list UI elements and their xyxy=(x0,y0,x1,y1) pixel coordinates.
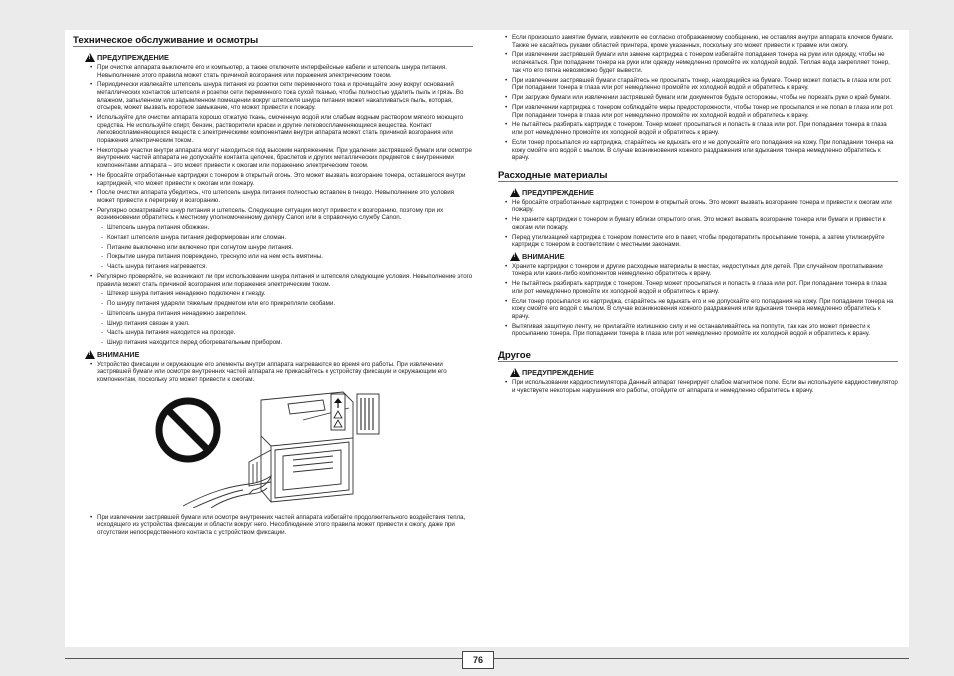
warning-label-text: ПРЕДУПРЕЖДЕНИЕ xyxy=(522,187,594,197)
consumables-caution-list xyxy=(512,263,898,338)
section-title-other: Другое xyxy=(498,350,898,362)
prohibition-icon xyxy=(159,401,217,459)
sub-list-item: - Шнур питания связан в узел. xyxy=(101,320,473,328)
sub-list-item: - По шнуру питания ударяли тяжелым предметом или его прикрепляли скобами. xyxy=(101,300,473,308)
list-item: • При извлечении застрявшей бумаги старайтесь не просыпать тонер, находящийся на бумаге. Тонер может попасть в глаза или рот. При попадании тонера в глаза или рот немедленно промойте их холодной водой и обратитесь к врачу. xyxy=(512,77,898,92)
other-warning-list xyxy=(512,379,898,394)
list-item: • Не пытайтесь разбирать картридж с тонером. Тонер может просыпаться и попасть в глаза или рот. При попадании тонера в глаза или рот немедленно промойте их холодной водой и обратитесь к врачу. xyxy=(512,121,898,136)
sub-list-item: - Покрытие шнура питания повреждено, треснуло или на нем есть вмятины. xyxy=(101,253,473,261)
warning-label-text: ПРЕДУПРЕЖДЕНИЕ xyxy=(522,368,594,378)
list-item: • Не пытайтесь разбирать картридж с тонером. Тонер может просыпаться и попасть в глаза или рот. При попадании тонера в глаза или рот немедленно промойте их холодной водой и обратитесь к врачу. xyxy=(512,280,898,295)
sub-list-item: - Часть шнура питания находится на проходе. xyxy=(101,329,473,337)
list-item-text: Регулярно проверяйте, не возникают ли при использовании шнура питания и штепселя следующие условия. Невыполнение этого правила может стать причиной возгорания или поражения электрическим током. xyxy=(97,273,473,288)
list-item: • Если тонер просыпался из картриджа, старайтесь не вдыхать его и не допускайте его попадания на кожу. При попадании тонера на кожу смойте его водой с мылом. В случае возникновения кожного раздражения или вдыхания тонера немедленно обратитесь к врачу. xyxy=(512,298,898,321)
sub-list-item: - Штекер шнура питания ненадежно подключен к гнезду. xyxy=(101,290,473,298)
list-item-with-sublist xyxy=(97,273,473,347)
list-item: • При использовании кардиостимулятора Данный аппарат генерирует слабое магнитное поле. Если вы используете кардиостимулятор и чувствуете некоторые нарушения его работы, отойдите от аппарата и немедленно обратитесь к врачу. xyxy=(512,379,898,394)
sub-list xyxy=(101,224,473,271)
list-item-text: Регулярно осматривайте шнур питания и штепсель. Следующие ситуации могут привести к возгоранию, поэтому при их возникновении обратитесь к местному уполномоченному дилеру Canon или в справочную службу Canon. xyxy=(97,206,444,222)
printer-illustration xyxy=(153,390,401,508)
list-item: • Устройство фиксации и окружающие его элементы внутри аппарата нагреваются во время его работы. При извлечении застрявшей бумаги или осмотре внутренних частей аппарата не прикасайтесь к устройству фиксации и окружающим его компонентам, поскольку это может привести к ожогам. xyxy=(97,361,473,384)
section-title-consumables: Расходные материалы xyxy=(498,170,898,182)
left-column xyxy=(73,35,473,539)
list-item: • Храните картриджи с тонером и другие расходные материалы в местах, недоступных для детей. При случайном проглатывании тонера или каких-либо компонентов немедленно обратитесь к врачу. xyxy=(512,263,898,278)
list-item: • Некоторые участки внутри аппарата могут находиться под высоким напряжением. При удалении застрявшей бумаги или осмотре внутренних частей аппарата не допускайте контакта цепочек, браслетов и других металлических предметов с внутренними компонентами аппарата – это может привести к ожогам или поражению электрическим током. xyxy=(97,147,473,170)
list-item: • Используйте для очистки аппарата хорошо отжатую ткань, смоченную водой или слабым водным раствором мягкого моющего средства. Не используйте спирт, бензин, растворители краски и другие легковоспламеняющиеся вещества. Контакт легковоспламеняющихся веществ с электрическими компонентами внутри аппарата может стать причиной возгорания или поражения электрическим током. xyxy=(97,114,473,144)
warning-label xyxy=(85,53,473,62)
list-item: • Не храните картриджи с тонером и бумагу вблизи открытого огня. Это может вызвать возгорание тонера или бумаги и привести к ожогам или пожару. xyxy=(512,216,898,231)
warning-triangle-icon xyxy=(510,252,520,261)
bottom-list xyxy=(97,514,473,537)
list-item: • Не бросайте отработанные картриджи с тонером в открытый огонь. Это может вызвать возгорание тонера, оставшегося внутри картриджей, что может привести к ожогам или пожару. xyxy=(97,172,473,187)
list-item: • Если произошло замятие бумаги, извлеките ее согласно отображаемому сообщению, не оставляя внутри аппарата клочков бумаги. Также не касайтесь руками областей принтера, кроме указанных, поскольку это может привести к травме или ожогу. xyxy=(512,34,898,49)
list-item: • Периодически извлекайте штепсель шнура питания из розетки сети переменного тока и прочищайте зону вокруг оснований металлических контактов штепселя и розетки сети переменного тока сухой тканью, чтобы полностью удалить пыль и грязь. Во влажном, запыленном или задымленном помещении вокруг штепселя шнура питания может накапливаться пыль, которая, отсырев, может вызвать короткое замыкание, что может привести к пожару. xyxy=(97,81,473,111)
warning-triangle-icon xyxy=(510,188,520,197)
list-item: • Вытягивая защитную ленту, не прилагайте излишнюю силу и не останавливайтесь на полпути, так как это может привести к просыпанию тонера. При попадании тонера в глаза или рот немедленно промойте их холодной водой и обратитесь к врачу. xyxy=(512,323,898,338)
warning-triangle-icon xyxy=(510,368,520,377)
list-item: • При извлечении картриджа с тонером соблюдайте меры предосторожности, чтобы тонер не просыпался и не попал в глаза или рот. При попадании тонера в глаза или рот немедленно промойте их холодной водой и обратитесь к врачу. xyxy=(512,104,898,119)
caution-label-text: ВНИМАНИЕ xyxy=(97,349,140,359)
list-item: • При очистке аппарата выключите его и компьютер, а также отключите интерфейсные кабели и штепсель шнура питания. Невыполнение этого правила может стать причиной возгорания или поражения электрическим током. xyxy=(97,64,473,79)
list-item: • При извлечении застрявшей бумаги или осмотре внутренних частей аппарата избегайте продолжительного воздействия тепла, исходящего из устройства фиксации и области вокруг него. Несоблюдение этого правила может привести к ожогу, даже при отсутствии непосредственного контакта с устройством фиксации. xyxy=(97,514,473,537)
warning-label xyxy=(510,188,898,197)
sub-list-item: - Контакт штепселя шнура питания деформирован или сломан. xyxy=(101,234,473,242)
sub-list-item: - Питание выключено или включено при согнутом шнуре питания. xyxy=(101,244,473,252)
sub-list-item: - Штепсель шнура питания обожжен. xyxy=(101,224,473,232)
sub-list-item: - Шнур питания находится перед обогревательным прибором. xyxy=(101,339,473,347)
caution-label xyxy=(510,252,898,261)
caution-list xyxy=(97,361,473,384)
caution-label-text: ВНИМАНИЕ xyxy=(522,251,565,261)
list-item: • При извлечении застрявшей бумаги или замене картриджа с тонером избегайте попадания тонера на руки или одежду, чтобы не испачкаться. При попадании тонера на руки или одежду немедленно промойте их холодной водой. Теплая вода закрепляет тонер, так что его пятна невозможно будет вывести. xyxy=(512,51,898,74)
list-item: • Перед утилизацией картриджа с тонером поместите его в пакет, чтобы предотвратить просыпание тонера, а затем утилизируйте картридж с тонером в соответствии с местными законами. xyxy=(512,234,898,249)
right-column xyxy=(498,34,898,397)
warning-label-text: ПРЕДУПРЕЖДЕНИЕ xyxy=(97,53,169,62)
caution-label xyxy=(85,350,473,359)
hot-surface-sticker xyxy=(331,394,379,434)
warning-label xyxy=(510,368,898,377)
sub-list-item: - Часть шнура питания нагревается. xyxy=(101,263,473,271)
top-list xyxy=(512,34,898,162)
warning-triangle-icon xyxy=(85,53,95,62)
list-item-with-sublist xyxy=(97,207,473,271)
sub-list-item: - Штепсель шнура питания ненадежно закреплен. xyxy=(101,310,473,318)
list-item: • Если тонер просыпался из картриджа, старайтесь не вдыхать его и не допускайте его попадания на кожу. При попадании тонера на кожу смойте его водой с мылом. В случае возникновения кожного раздражения или вдыхания тонера немедленно обратитесь к врачу. xyxy=(512,139,898,162)
consumables-warning-list xyxy=(512,199,898,249)
page-number: 76 xyxy=(462,651,494,669)
list-item: • Не бросайте отработанные картриджи с тонером в открытый огонь. Это может вызвать возгорание тонера и привести к ожогам или пожару. xyxy=(512,199,898,214)
warning-list xyxy=(97,64,473,347)
list-item: • При загрузке бумаги или извлечении застрявшей бумаги или документов будьте осторожны, чтобы не порезать руки о край бумаги. xyxy=(512,94,898,102)
manual-page xyxy=(65,30,909,647)
section-title-maintenance: Техническое обслуживание и осмотры xyxy=(73,35,473,47)
warning-triangle-icon xyxy=(85,350,95,359)
list-item: • После очистки аппарата убедитесь, что штепсель шнура питания полностью вставлен в гнездо. Невыполнение это условия может привести к перегреву и возгоранию. xyxy=(97,189,473,204)
printer-fuser-illustration-svg xyxy=(153,390,401,508)
sub-list xyxy=(101,290,473,347)
